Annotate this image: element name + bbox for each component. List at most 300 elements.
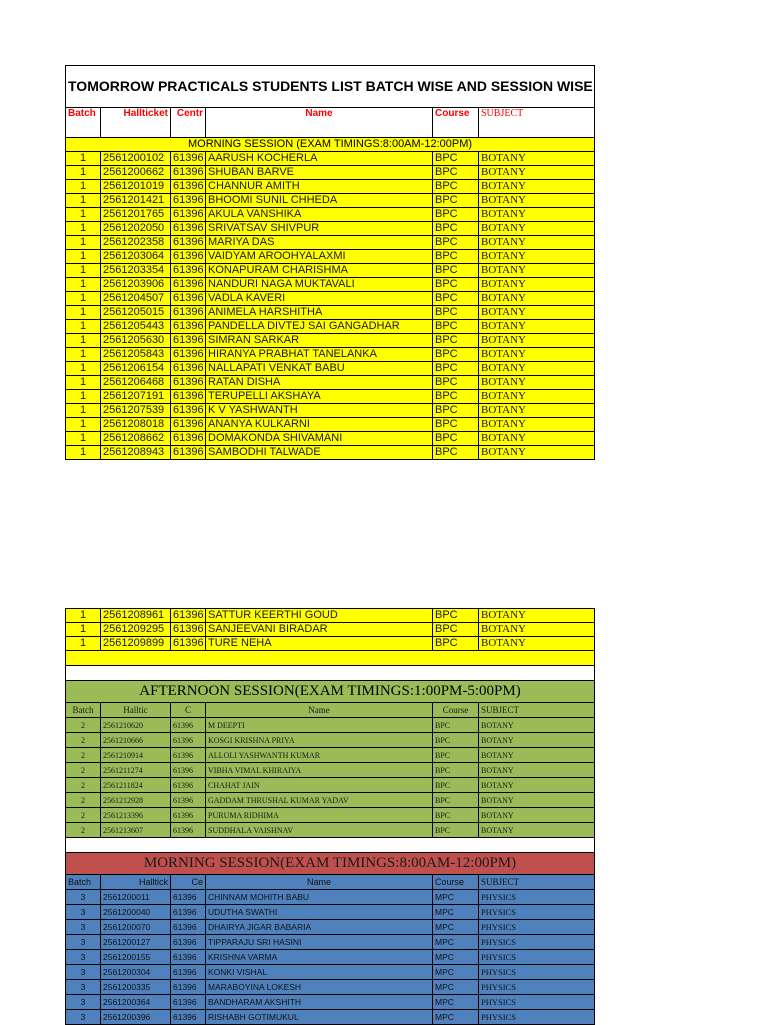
- header-batch: Batch: [66, 108, 101, 138]
- cell-course: BPC: [433, 623, 479, 637]
- cell-name: GADDAM THRUSHAL KUMAR YADAV: [206, 793, 433, 808]
- table-row: [66, 306, 595, 320]
- cell-hallticket: 2561205015: [101, 306, 171, 320]
- cell-course: MPC: [433, 935, 479, 950]
- table-row: [66, 292, 595, 306]
- cell-name: NALLAPATI VENKAT BABU: [206, 362, 433, 376]
- cell-batch: 3: [66, 920, 101, 935]
- cell-batch: 1: [66, 362, 101, 376]
- table-row: [66, 980, 595, 995]
- cell-name: AKULA VANSHIKA: [206, 208, 433, 222]
- cell-name: RISHABH GOTIMUKUL: [206, 1010, 433, 1025]
- cell-batch: 2: [66, 823, 101, 838]
- cell-hallticket: 2561206468: [101, 376, 171, 390]
- cell-subject: PHYSICS: [479, 965, 595, 980]
- header-centre: C: [171, 703, 206, 718]
- cell-batch: 1: [66, 334, 101, 348]
- table-row: [66, 808, 595, 823]
- cell-centre: 61396: [171, 390, 206, 404]
- cell-hallticket: 2561203064: [101, 250, 171, 264]
- cell-name: HIRANYA PRABHAT TANELANKA: [206, 348, 433, 362]
- header-name: Name: [206, 875, 433, 890]
- cell-centre: 61396: [171, 222, 206, 236]
- cell-batch: 3: [66, 995, 101, 1010]
- cell-course: BPC: [433, 348, 479, 362]
- table-row: [66, 390, 595, 404]
- table-row: [66, 995, 595, 1010]
- cell-centre: 61396: [171, 965, 206, 980]
- cell-batch: 2: [66, 808, 101, 823]
- student-rows-continued: [66, 609, 595, 651]
- header-name: Name: [206, 703, 433, 718]
- cell-batch: 2: [66, 748, 101, 763]
- header-centre: Ce: [171, 875, 206, 890]
- cell-centre: 61396: [171, 793, 206, 808]
- cell-subject: PHYSICS: [479, 890, 595, 905]
- cell-name: VIBHA VIMAL KHIRAIYA: [206, 763, 433, 778]
- cell-hallticket: 2561205443: [101, 320, 171, 334]
- cell-batch: 1: [66, 208, 101, 222]
- session-label-afternoon: AFTERNOON SESSION(EXAM TIMINGS:1:00PM-5:00PM): [66, 681, 595, 703]
- cell-batch: 1: [66, 180, 101, 194]
- cell-name: KRISHNA VARMA: [206, 950, 433, 965]
- table-row: [66, 376, 595, 390]
- cell-centre: 61396: [171, 808, 206, 823]
- cell-centre: 61396: [171, 292, 206, 306]
- cell-name: ANANYA KULKARNI: [206, 418, 433, 432]
- table-row: [66, 763, 595, 778]
- cell-subject: BOTANY: [479, 208, 595, 222]
- cell-subject: PHYSICS: [479, 920, 595, 935]
- cell-course: BPC: [433, 236, 479, 250]
- cell-batch: 1: [66, 166, 101, 180]
- header-course: Course: [433, 875, 479, 890]
- cell-subject: BOTANY: [479, 432, 595, 446]
- cell-name: CHINNAM MOHITH BABU: [206, 890, 433, 905]
- cell-batch: 3: [66, 1010, 101, 1025]
- cell-subject: BOTANY: [479, 180, 595, 194]
- cell-name: NANDURI NAGA MUKTAVALI: [206, 278, 433, 292]
- cell-centre: 61396: [171, 950, 206, 965]
- cell-hallticket: 2561201019: [101, 180, 171, 194]
- cell-name: ALLOLI YASHWANTH KUMAR: [206, 748, 433, 763]
- cell-hallticket: 2561208018: [101, 418, 171, 432]
- cell-subject: BOTANY: [479, 637, 595, 651]
- table-row: [66, 334, 595, 348]
- cell-subject: BOTANY: [479, 292, 595, 306]
- cell-hallticket: 2561203906: [101, 278, 171, 292]
- cell-centre: 61396: [171, 376, 206, 390]
- cell-batch: 2: [66, 733, 101, 748]
- cell-course: BPC: [433, 733, 479, 748]
- cell-name: CHANNUR AMITH: [206, 180, 433, 194]
- cell-subject: BOTANY: [479, 733, 595, 748]
- cell-course: BPC: [433, 446, 479, 460]
- cell-centre: 61396: [171, 733, 206, 748]
- cell-hallticket: 2561200304: [101, 965, 171, 980]
- cell-subject: PHYSICS: [479, 980, 595, 995]
- cell-batch: 1: [66, 250, 101, 264]
- cell-course: BPC: [433, 250, 479, 264]
- cell-name: RATAN DISHA: [206, 376, 433, 390]
- cell-batch: 1: [66, 152, 101, 166]
- cell-batch: 1: [66, 264, 101, 278]
- cell-batch: 1: [66, 404, 101, 418]
- sheet-title: TOMORROW PRACTICALS STUDENTS LIST BATCH WISE AND SESSION WISE: [66, 66, 595, 108]
- cell-hallticket: 2561201421: [101, 194, 171, 208]
- cell-batch: 1: [66, 222, 101, 236]
- cell-hallticket: 2561205843: [101, 348, 171, 362]
- cell-course: BPC: [433, 334, 479, 348]
- cell-name: VAIDYAM AROOHYALAXMI: [206, 250, 433, 264]
- cell-batch: 2: [66, 778, 101, 793]
- cell-name: PURUMA RIDHIMA: [206, 808, 433, 823]
- cell-hallticket: 2561210666: [101, 733, 171, 748]
- cell-subject: BOTANY: [479, 748, 595, 763]
- cell-hallticket: 2561203354: [101, 264, 171, 278]
- cell-hallticket: 2561206154: [101, 362, 171, 376]
- cell-centre: 61396: [171, 180, 206, 194]
- cell-centre: 61396: [171, 637, 206, 651]
- header-course: Course: [433, 703, 479, 718]
- table-row: [66, 446, 595, 460]
- student-table-1: [65, 65, 595, 460]
- table-row: [66, 166, 595, 180]
- cell-subject: BOTANY: [479, 778, 595, 793]
- cell-course: BPC: [433, 222, 479, 236]
- table-row: [66, 320, 595, 334]
- cell-name: MARABOYINA LOKESH: [206, 980, 433, 995]
- cell-name: VADLA KAVERI: [206, 292, 433, 306]
- cell-subject: BOTANY: [479, 763, 595, 778]
- table-row: [66, 152, 595, 166]
- cell-hallticket: 2561201765: [101, 208, 171, 222]
- cell-course: BPC: [433, 278, 479, 292]
- cell-subject: BOTANY: [479, 152, 595, 166]
- table-row: [66, 362, 595, 376]
- table-row: [66, 609, 595, 623]
- cell-centre: 61396: [171, 623, 206, 637]
- table-row: [66, 935, 595, 950]
- header-hallticket: Halltick: [101, 875, 171, 890]
- cell-course: MPC: [433, 905, 479, 920]
- cell-subject: BOTANY: [479, 446, 595, 460]
- cell-hallticket: 2561200662: [101, 166, 171, 180]
- cell-hallticket: 2561200127: [101, 935, 171, 950]
- cell-subject: BOTANY: [479, 264, 595, 278]
- cell-hallticket: 2561202050: [101, 222, 171, 236]
- cell-name: K V YASHWANTH: [206, 404, 433, 418]
- cell-course: BPC: [433, 194, 479, 208]
- cell-centre: 61396: [171, 763, 206, 778]
- student-rows-morning-2: [66, 890, 595, 1025]
- cell-batch: 1: [66, 278, 101, 292]
- cell-name: KONKI VISHAL: [206, 965, 433, 980]
- cell-course: BPC: [433, 637, 479, 651]
- cell-centre: 61396: [171, 432, 206, 446]
- cell-batch: 1: [66, 292, 101, 306]
- table-row: [66, 778, 595, 793]
- table-row: [66, 432, 595, 446]
- cell-subject: BOTANY: [479, 222, 595, 236]
- cell-centre: 61396: [171, 778, 206, 793]
- header-hallticket: Halltic: [101, 703, 171, 718]
- cell-name: TIPPARAJU SRI HASINI: [206, 935, 433, 950]
- cell-course: BPC: [433, 376, 479, 390]
- cell-name: PANDELLA DIVTEJ SAI GANGADHAR: [206, 320, 433, 334]
- cell-hallticket: 2561211824: [101, 778, 171, 793]
- cell-batch: 1: [66, 623, 101, 637]
- cell-name: AARUSH KOCHERLA: [206, 152, 433, 166]
- cell-hallticket: 2561208943: [101, 446, 171, 460]
- cell-hallticket: 2561200396: [101, 1010, 171, 1025]
- cell-centre: 61396: [171, 418, 206, 432]
- cell-hallticket: 2561213396: [101, 808, 171, 823]
- cell-batch: 3: [66, 950, 101, 965]
- cell-subject: BOTANY: [479, 609, 595, 623]
- cell-hallticket: 2561200364: [101, 995, 171, 1010]
- cell-course: BPC: [433, 362, 479, 376]
- blank-row: [66, 651, 595, 666]
- table-row: [66, 180, 595, 194]
- table-row: [66, 264, 595, 278]
- cell-subject: BOTANY: [479, 390, 595, 404]
- table-row: [66, 194, 595, 208]
- cell-course: MPC: [433, 890, 479, 905]
- cell-hallticket: 2561200011: [101, 890, 171, 905]
- table-row: [66, 920, 595, 935]
- cell-subject: BOTANY: [479, 418, 595, 432]
- cell-hallticket: 2561202358: [101, 236, 171, 250]
- cell-centre: 61396: [171, 306, 206, 320]
- cell-centre: 61396: [171, 995, 206, 1010]
- cell-course: BPC: [433, 292, 479, 306]
- session-label-morning-2: MORNING SESSION(EXAM TIMINGS:8:00AM-12:00PM): [66, 853, 595, 875]
- blank-row: [66, 666, 595, 681]
- cell-centre: 61396: [171, 208, 206, 222]
- table-row: [66, 905, 595, 920]
- student-rows-afternoon: [66, 718, 595, 838]
- cell-hallticket: 2561200070: [101, 920, 171, 935]
- cell-centre: 61396: [171, 980, 206, 995]
- cell-subject: PHYSICS: [479, 905, 595, 920]
- cell-course: BPC: [433, 208, 479, 222]
- cell-name: BHOOMI SUNIL CHHEDA: [206, 194, 433, 208]
- cell-name: BANDHARAM AKSHITH: [206, 995, 433, 1010]
- cell-name: CHAHAT JAIN: [206, 778, 433, 793]
- blank-row: [66, 838, 595, 853]
- cell-batch: 1: [66, 418, 101, 432]
- cell-hallticket: 2561208961: [101, 609, 171, 623]
- table-row: [66, 278, 595, 292]
- cell-course: BPC: [433, 778, 479, 793]
- cell-centre: 61396: [171, 278, 206, 292]
- table-row: [66, 348, 595, 362]
- table-row: [66, 1010, 595, 1025]
- cell-subject: BOTANY: [479, 404, 595, 418]
- cell-course: BPC: [433, 763, 479, 778]
- table-row: [66, 418, 595, 432]
- cell-course: BPC: [433, 264, 479, 278]
- cell-hallticket: 2561200155: [101, 950, 171, 965]
- table-row: [66, 965, 595, 980]
- cell-course: BPC: [433, 152, 479, 166]
- cell-subject: BOTANY: [479, 362, 595, 376]
- header-subject: SUBJECT: [479, 108, 595, 138]
- cell-name: SANJEEVANI BIRADAR: [206, 623, 433, 637]
- cell-batch: 3: [66, 980, 101, 995]
- cell-hallticket: 2561205630: [101, 334, 171, 348]
- cell-hallticket: 2561200040: [101, 905, 171, 920]
- cell-centre: 61396: [171, 334, 206, 348]
- cell-centre: 61396: [171, 905, 206, 920]
- table-row: [66, 208, 595, 222]
- cell-subject: BOTANY: [479, 718, 595, 733]
- cell-course: MPC: [433, 950, 479, 965]
- cell-course: BPC: [433, 390, 479, 404]
- header-centre: Centr: [171, 108, 206, 138]
- table-row: [66, 793, 595, 808]
- cell-centre: 61396: [171, 404, 206, 418]
- cell-course: BPC: [433, 432, 479, 446]
- table-row: [66, 222, 595, 236]
- cell-centre: 61396: [171, 320, 206, 334]
- cell-hallticket: 2561210914: [101, 748, 171, 763]
- cell-course: BPC: [433, 404, 479, 418]
- cell-subject: BOTANY: [479, 348, 595, 362]
- cell-subject: BOTANY: [479, 808, 595, 823]
- cell-batch: 1: [66, 637, 101, 651]
- cell-hallticket: 2561207191: [101, 390, 171, 404]
- student-list-sheet-1: [65, 65, 594, 460]
- cell-course: BPC: [433, 609, 479, 623]
- cell-course: BPC: [433, 823, 479, 838]
- cell-hallticket: 2561207539: [101, 404, 171, 418]
- cell-subject: BOTANY: [479, 334, 595, 348]
- table-row: [66, 623, 595, 637]
- cell-hallticket: 2561209295: [101, 623, 171, 637]
- table-row: [66, 250, 595, 264]
- cell-name: SHUBAN BARVE: [206, 166, 433, 180]
- cell-subject: BOTANY: [479, 306, 595, 320]
- table-row: [66, 733, 595, 748]
- cell-name: SUDDHALA VAISHNAV: [206, 823, 433, 838]
- student-list-sheet-2: [65, 608, 594, 1025]
- cell-name: UDUTHA SWATHI: [206, 905, 433, 920]
- cell-batch: 2: [66, 718, 101, 733]
- header-batch: Batch: [66, 703, 101, 718]
- table-row: [66, 236, 595, 250]
- cell-name: TERUPELLI AKSHAYA: [206, 390, 433, 404]
- cell-batch: 1: [66, 390, 101, 404]
- table-row: [66, 950, 595, 965]
- cell-name: SAMBODHI TALWADE: [206, 446, 433, 460]
- cell-subject: BOTANY: [479, 623, 595, 637]
- cell-centre: 61396: [171, 935, 206, 950]
- cell-course: MPC: [433, 920, 479, 935]
- cell-subject: BOTANY: [479, 823, 595, 838]
- header-course: Course: [433, 108, 479, 138]
- cell-name: KONAPURAM CHARISHMA: [206, 264, 433, 278]
- cell-name: SRIVATSAV SHIVPUR: [206, 222, 433, 236]
- cell-centre: 61396: [171, 362, 206, 376]
- cell-subject: BOTANY: [479, 278, 595, 292]
- cell-course: BPC: [433, 306, 479, 320]
- cell-course: BPC: [433, 748, 479, 763]
- cell-subject: BOTANY: [479, 236, 595, 250]
- cell-hallticket: 2561209899: [101, 637, 171, 651]
- cell-subject: PHYSICS: [479, 935, 595, 950]
- cell-hallticket: 2561212928: [101, 793, 171, 808]
- cell-centre: 61396: [171, 1010, 206, 1025]
- cell-course: MPC: [433, 995, 479, 1010]
- cell-hallticket: 2561200335: [101, 980, 171, 995]
- cell-centre: 61396: [171, 823, 206, 838]
- cell-subject: BOTANY: [479, 320, 595, 334]
- cell-subject: BOTANY: [479, 166, 595, 180]
- header-hallticket: Hallticket: [101, 108, 171, 138]
- cell-subject: BOTANY: [479, 793, 595, 808]
- cell-centre: 61396: [171, 194, 206, 208]
- cell-name: KOSGI KRISHNA PRIYA: [206, 733, 433, 748]
- cell-course: MPC: [433, 1010, 479, 1025]
- cell-batch: 3: [66, 935, 101, 950]
- cell-batch: 1: [66, 348, 101, 362]
- cell-batch: 1: [66, 376, 101, 390]
- table-row: [66, 718, 595, 733]
- cell-subject: BOTANY: [479, 194, 595, 208]
- cell-name: DOMAKONDA SHIVAMANI: [206, 432, 433, 446]
- cell-batch: 1: [66, 236, 101, 250]
- cell-centre: 61396: [171, 264, 206, 278]
- cell-centre: 61396: [171, 166, 206, 180]
- cell-centre: 61396: [171, 236, 206, 250]
- cell-batch: 1: [66, 320, 101, 334]
- cell-course: BPC: [433, 418, 479, 432]
- cell-subject: BOTANY: [479, 250, 595, 264]
- cell-name: DHAIRYA JIGAR BABARIA: [206, 920, 433, 935]
- cell-course: BPC: [433, 166, 479, 180]
- cell-subject: PHYSICS: [479, 1010, 595, 1025]
- cell-name: M DEEPTI: [206, 718, 433, 733]
- header-subject: SUBJECT: [479, 875, 595, 890]
- cell-hallticket: 2561204507: [101, 292, 171, 306]
- cell-batch: 1: [66, 432, 101, 446]
- cell-batch: 1: [66, 194, 101, 208]
- cell-centre: 61396: [171, 748, 206, 763]
- header-subject: SUBJECT: [479, 703, 595, 718]
- cell-batch: 2: [66, 793, 101, 808]
- cell-course: MPC: [433, 980, 479, 995]
- cell-course: MPC: [433, 965, 479, 980]
- cell-course: BPC: [433, 718, 479, 733]
- cell-hallticket: 2561213607: [101, 823, 171, 838]
- cell-centre: 61396: [171, 609, 206, 623]
- cell-batch: 1: [66, 446, 101, 460]
- cell-batch: 1: [66, 306, 101, 320]
- cell-name: SATTUR KEERTHI GOUD: [206, 609, 433, 623]
- cell-name: MARIYA DAS: [206, 236, 433, 250]
- cell-subject: BOTANY: [479, 376, 595, 390]
- student-table-2: [65, 608, 595, 1025]
- cell-course: BPC: [433, 793, 479, 808]
- cell-centre: 61396: [171, 152, 206, 166]
- cell-course: BPC: [433, 320, 479, 334]
- cell-hallticket: 2561211274: [101, 763, 171, 778]
- cell-centre: 61396: [171, 250, 206, 264]
- cell-batch: 2: [66, 763, 101, 778]
- cell-batch: 3: [66, 890, 101, 905]
